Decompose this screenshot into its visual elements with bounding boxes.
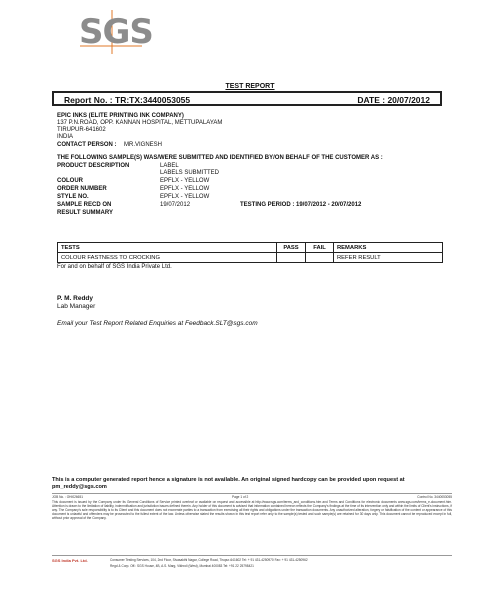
field-value: EPFLX - YELLOW [160, 178, 210, 184]
col-header-pass: PASS [277, 243, 306, 252]
report-header-box [52, 91, 442, 106]
cell-remarks: REFER RESULT [337, 254, 381, 261]
contact-value: MR.VIGNESH [124, 142, 163, 148]
results-table [57, 242, 443, 263]
table-header-row [58, 243, 442, 252]
enquiry-line: Email your Test Report Related Enquiries at Feedback.SLT@sgs.com [57, 320, 258, 327]
footer-fine-print: This document is issued by the Company under its General Conditions of Service printed overleaf or available on request and accessible at http://www.sgs.com/terms_and_conditions.htm and Terms and Conditions for electronic documents www.sgs.com/terms_e-document.htm. Attention is drawn to the limitation of liability, indemnification and jurisdiction issues defined therein. Any holder of this document is advised that information contained hereon reflects the Company's findings at the time of its intervention only and within the limits of Client's instructions, if any. The Company's sole responsibility is to its Client and this document does not exonerate parties to a transaction from exercising all their rights and obligations under the transaction documents. Any unauthorized alteration, forgery or falsification of the content or appearance of this document is unlawful and offenders may be prosecuted to the fullest extent of the law. Unless otherwise stated the results shown in this test report refer only to the sample(s) tested and such sample(s) are retained for 30 days only. This document cannot be reproduced except in full, without prior approval of the Company. [52, 500, 452, 520]
sgs-logo [76, 6, 153, 56]
signatory-title: Lab Manager [57, 303, 96, 310]
field-value: EPFLX - YELLOW [160, 194, 210, 200]
control-number: Control No. 3440053055 [417, 495, 452, 499]
field-value: LABELS SUBMITTED [160, 170, 220, 176]
field-label: PRODUCT DESCRIPTION [57, 163, 130, 169]
footer-computer-generated-note: This is a computer generated report hence a signature is not available. An original signed hardcopy can be provided upon request at pm_reddy@sgs.com [52, 477, 405, 490]
field-value: LABEL [160, 163, 179, 169]
footer-address: Consumer Testing Services, 104, 2nd Floor, Sivasakthi Nagar, College Road, Tirupur-641602 Tel: + 91 431-4250970 Fax: + 91 431-4250962 [110, 558, 308, 562]
report-date: DATE : 20/07/2012 [357, 95, 430, 105]
contact-label: CONTACT PERSON : [57, 142, 117, 148]
job-number: JOB No. : OHI026651 [52, 495, 84, 499]
logo-text: SGS [79, 12, 153, 52]
signatory-for-line: For and on behalf of SGS India Private Ltd. [57, 264, 172, 270]
cell-pass [277, 253, 306, 262]
signatory-name: P. M. Reddy [57, 295, 94, 302]
client-country: INDIA [57, 134, 74, 140]
footer-reg-office: Regd & Corp. Off.: SGS House, 4B, A.S. Marg, Vikhroli (West), Mumbai 400083 Tel: +91 22 25798421 [110, 564, 254, 568]
testing-period: TESTING PERIOD : 19/07/2012 - 20/07/2012 [240, 202, 362, 208]
col-header-remarks: REMARKS [337, 244, 367, 251]
footer-meta-row [52, 493, 452, 499]
report-title: TEST REPORT [225, 83, 275, 90]
col-header-fail: FAIL [306, 243, 334, 252]
client-name: EPIC INKS (ELITE PRINTING INK COMPANY) [57, 113, 184, 119]
field-value: 19/07/2012 [160, 202, 191, 208]
client-address-2: TIRUPUR-641602 [57, 127, 106, 133]
col-header-tests: TESTS [58, 243, 277, 252]
field-label: COLOUR [57, 178, 83, 184]
client-address-1: 137 P.N.ROAD, OPP. KANNAN HOSPITAL, METTUPALAYAM [57, 120, 223, 126]
page-number: Page 1 of 2 [232, 495, 249, 499]
footer-company-name: SGS India Pvt. Ltd. [52, 558, 88, 563]
result-summary-heading: RESULT SUMMARY [57, 210, 113, 216]
cell-fail [306, 253, 334, 262]
field-label: STYLE NO. [57, 194, 89, 200]
field-value: EPFLX - YELLOW [160, 186, 210, 192]
sample-heading: THE FOLLOWING SAMPLE(S) WAS/WERE SUBMITTED AND IDENTIFIED BY/ON BEHALF OF THE CUSTOMER AS : [57, 155, 383, 161]
footer-divider [52, 555, 452, 556]
field-label: ORDER NUMBER [57, 186, 107, 192]
table-row [58, 252, 442, 262]
report-number: Report No. : TR:TX:3440053055 [64, 95, 191, 105]
field-label: SAMPLE RECD ON [57, 202, 112, 208]
cell-test: COLOUR FASTNESS TO CROCKING [58, 253, 277, 262]
